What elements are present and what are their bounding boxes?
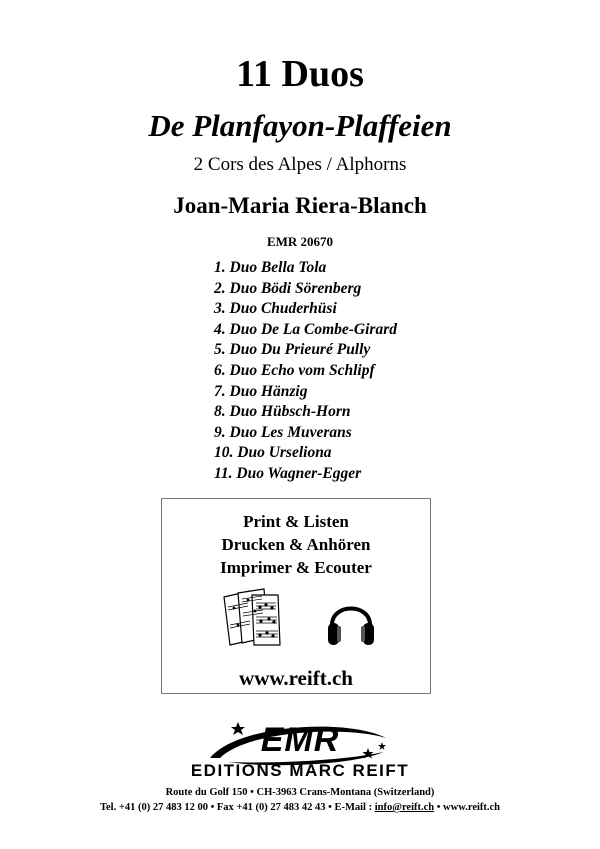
contact-phone-fax: Tel. +41 (0) 27 483 12 00 • Fax +41 (0) 27 483 42 43 • E-Mail : <box>99 802 375 813</box>
contact-website[interactable]: • www.reift.ch <box>434 802 501 813</box>
headphones-icon <box>326 593 376 651</box>
page-subtitle: De Planfayon-Plaffeien <box>148 108 452 143</box>
emr-logo-mark: EMR <box>260 721 340 759</box>
page-title: 11 Duos <box>236 53 364 95</box>
website-link[interactable]: www.reift.ch <box>239 666 353 690</box>
publisher-contact <box>0 801 600 814</box>
track-item: 6. Duo Echo vom Schlipf <box>214 361 375 379</box>
composer-name: Joan-Maria Riera-Blanch <box>173 193 427 218</box>
promo-line: Drucken & Anhören <box>221 535 371 554</box>
track-item: 9. Duo Les Muverans <box>214 423 352 441</box>
track-list <box>214 258 397 485</box>
track-item: 1. Duo Bella Tola <box>214 259 327 276</box>
publisher-address: Route du Golf 150 • CH-3963 Crans-Montana (Switzerland) <box>165 787 435 798</box>
track-item: 7. Duo Hänzig <box>214 382 308 400</box>
track-item: 2. Duo Bödi Sörenberg <box>214 279 362 297</box>
instrumentation: 2 Cors des Alpes / Alphorns <box>193 154 407 175</box>
publisher-name: EDITIONS MARC REIFT <box>190 761 410 780</box>
track-item: 5. Duo Du Prieuré Pully <box>214 341 371 359</box>
catalog-number: EMR 20670 <box>266 234 334 249</box>
track-item: 4. Duo De La Combe-Girard <box>214 320 397 338</box>
track-item: 10. Duo Urseliona <box>214 444 332 462</box>
email-link[interactable]: info@reift.ch <box>374 802 435 813</box>
track-item: 11. Duo Wagner-Egger <box>214 464 362 482</box>
promo-line: Print & Listen <box>243 512 349 531</box>
print-listen-box <box>161 498 431 694</box>
sheet-music-icon <box>220 587 286 649</box>
track-item: 3. Duo Chuderhüsi <box>214 300 337 318</box>
promo-line: Imprimer & Ecouter <box>220 558 372 577</box>
track-item: 8. Duo Hübsch-Horn <box>214 403 351 421</box>
